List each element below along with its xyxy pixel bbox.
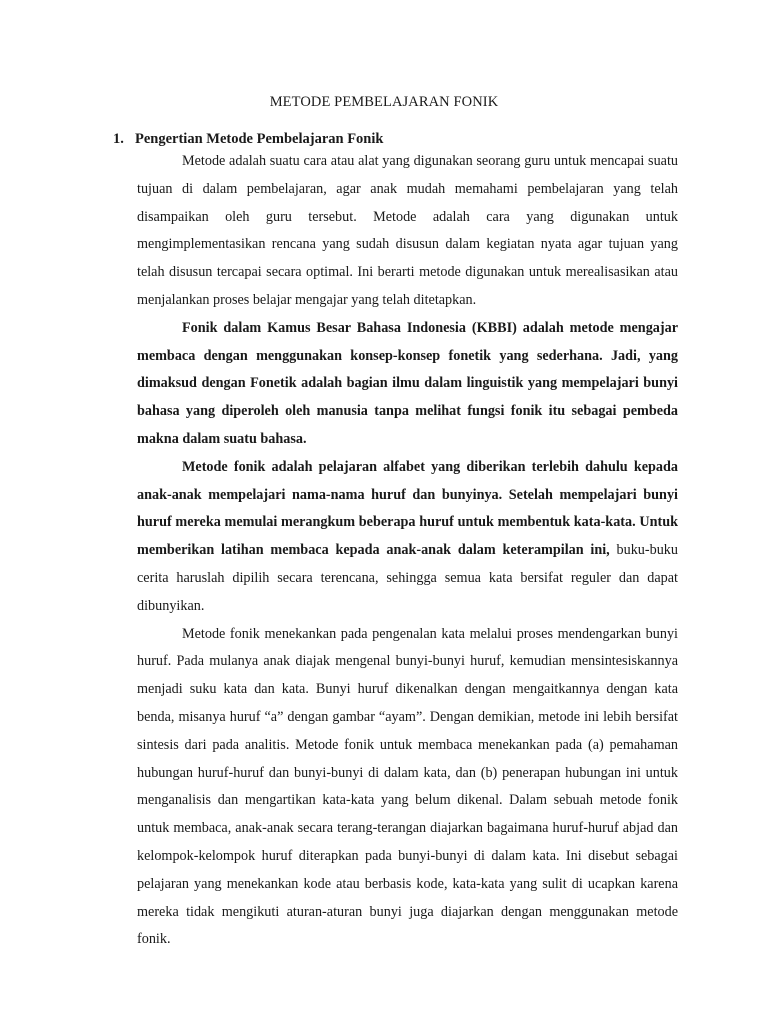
document-title: METODE PEMBELAJARAN FONIK bbox=[269, 94, 499, 110]
paragraph-normal-part: buku-buku cerita haruslah dipilih secara terencana, sehingga semua kata bersifat reguler dan dapat dibunyikan. bbox=[137, 542, 678, 614]
paragraph-pengenalan-kata: Metode fonik menekankan pada pengenalan kata melalui proses mendengarkan bunyi huruf. Pada mulanya anak diajak mengenal bunyi-bunyi huruf, kemudian mensintesiskannya menjadi suku kata dan kata. Bunyi huruf dikenalkan dengan mengaitkannya dengan kata benda, misanya huruf “a” dengan gambar “ayam”. Dengan demikian, metode ini lebih bersifat sintesis dari pada analitis. Metode fonik untuk membaca menekankan pada (a) pemahaman hubungan huruf-huruf dan bunyi-bunyi di dalam kata, dan (b) penerapan hubungan ini untuk menganalisis dan mengartikan kata-kata yang belum dikenal. Dalam sebuah metode fonik untuk membaca, anak-anak secara terang-terangan diajarkan bagaimana huruf-huruf abjad dan kelompok-kelompok huruf diterapkan pada bunyi-bunyi di dalam kata. Ini disebut sebagai pelajaran yang menekankan kode atau berbasis kode, kata-kata yang sulit di ucapkan karena mereka tidak mengikuti aturan-aturan bunyi juga diajarkan dengan menggunakan metode fonik. bbox=[137, 625, 678, 948]
section-number: 1. bbox=[113, 131, 124, 147]
paragraph-fonik-kbbi: Fonik dalam Kamus Besar Bahasa Indonesia (KBBI) adalah metode mengajar membaca dengan menggunakan konsep-konsep fonetik yang sederhana. Jadi, yang dimaksud dengan Fonetik adalah bagian ilmu dalam linguistik yang mempelajari bunyi bahasa yang diperoleh oleh manusia tanpa melihat fungsi fonik itu sebagai pembeda makna dalam suatu bahasa. bbox=[137, 319, 678, 447]
paragraph-metode-fonik-alfabet bbox=[137, 454, 678, 621]
section-heading bbox=[113, 131, 673, 148]
body-text bbox=[137, 148, 678, 954]
paragraph-metode-definition: Metode adalah suatu cara atau alat yang digunakan seorang guru untuk mencapai suatu tujuan di dalam pembelajaran, agar anak mudah memahami pembelajaran yang telah disampaikan oleh guru tersebut. Metode adalah cara yang digunakan untuk mengimplementasikan rencana yang sudah disusun dalam kegiatan nyata agar tujuan yang telah disusun tercapai secara optimal. Ini berarti metode digunakan untuk merealisasikan atau menjalankan proses belajar mengajar yang telah ditetapkan. bbox=[137, 153, 678, 308]
section-heading-text: Pengertian Metode Pembelajaran Fonik bbox=[135, 131, 384, 147]
paragraph-bold-part: Metode fonik adalah pelajaran alfabet yang diberikan terlebih dahulu kepada anak-anak mempelajari nama-nama huruf dan bunyinya. Setelah mempelajari bunyi huruf mereka memulai merangkum beberapa huruf untuk membentuk kata-kata. Untuk memberikan latihan membaca kepada anak-anak dalam keterampilan ini, bbox=[137, 458, 678, 559]
